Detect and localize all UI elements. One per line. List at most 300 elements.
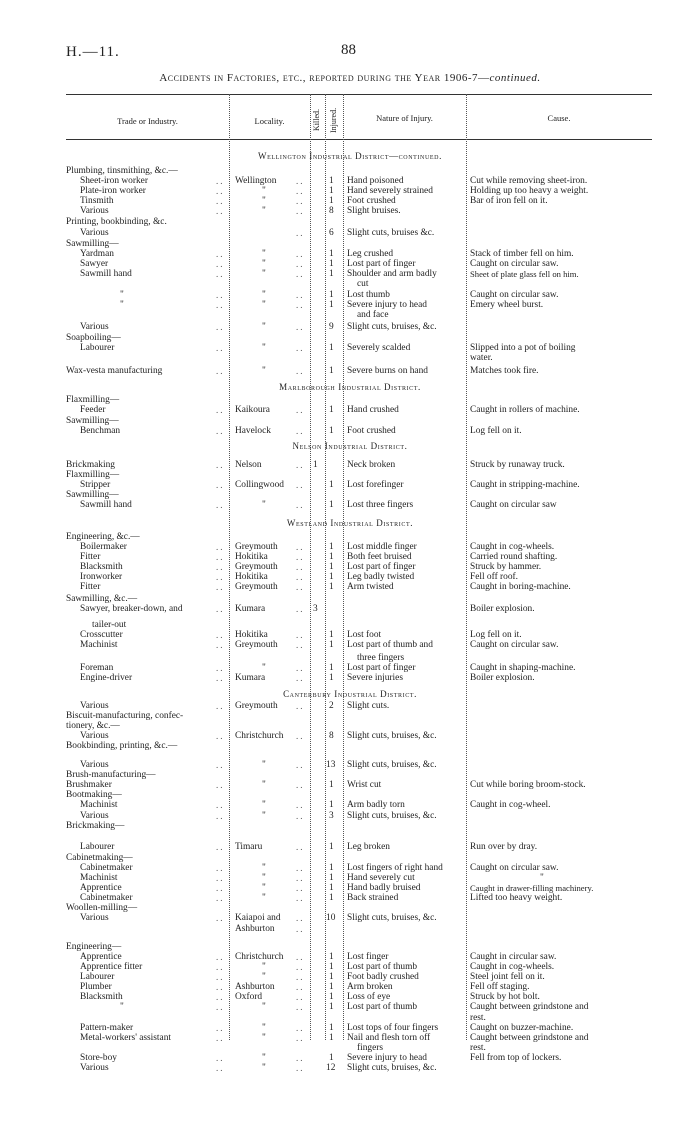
cause-cell: Slipped into a pot of boiling [470, 343, 576, 353]
trade-cell: Stripper [80, 480, 111, 490]
nature-cell: Lost forefinger [347, 480, 404, 490]
locality-cell: " [262, 259, 266, 269]
nature-cell: Lost part of finger [347, 562, 416, 572]
section-heading: Nelson Industrial District. [292, 441, 408, 451]
nature-cell: Leg broken [347, 842, 390, 852]
leader-dots: .. [216, 982, 225, 992]
leader-dots: .. [216, 186, 225, 196]
leader-dots: .. [296, 1053, 305, 1063]
trade-cell: Various [80, 760, 109, 770]
section-heading: Canterbury Industrial District. [283, 689, 417, 699]
leader-dots: .. [216, 460, 225, 470]
trade-cell: Engine-driver [80, 673, 133, 683]
locality-cell: Kaikoura [235, 405, 270, 415]
locality-cell: Greymouth [235, 542, 278, 552]
leader-dots: .. [296, 542, 305, 552]
trade-cell: Labourer [80, 972, 115, 982]
cause-cell: Holding up too heavy a weight. [470, 186, 589, 196]
trade-cell: Brushmaker [66, 780, 112, 790]
leader-dots: .. [296, 630, 305, 640]
nature-cell: Slight cuts. [347, 701, 390, 711]
trade-cell: Various [80, 322, 109, 332]
leader-dots: .. [216, 572, 225, 582]
trade-cell: Printing, bookbinding, &c. [66, 217, 167, 227]
trade-cell: Foreman [80, 663, 114, 673]
leader-dots: .. [296, 186, 305, 196]
injured-cell: 1 [329, 972, 334, 982]
injured-cell: 1 [329, 883, 334, 893]
leader-dots: .. [296, 760, 305, 770]
cause-cell: rest. [470, 1013, 486, 1023]
locality-cell: Kaiapoi and [235, 913, 281, 923]
trade-cell: Fitter [80, 582, 101, 592]
locality-cell: " [262, 962, 266, 972]
trade-cell: " [120, 1002, 124, 1012]
nature-cell: Back strained [347, 893, 399, 903]
cause-cell: Caught between grindstone and [470, 1033, 589, 1043]
leader-dots: .. [216, 811, 225, 821]
nature-cell: Wrist cut [347, 780, 382, 790]
injured-cell: 1 [329, 663, 334, 673]
leader-dots: .. [216, 731, 225, 741]
cause-cell: Caught on circular saw. [470, 863, 559, 873]
trade-cell: Sawmilling— [66, 490, 119, 500]
cause-cell: Matches took fire. [470, 366, 539, 376]
leader-dots: .. [216, 800, 225, 810]
trade-cell: Soapboiling— [66, 333, 121, 343]
leader-dots: .. [216, 640, 225, 650]
leader-dots: .. [296, 842, 305, 852]
leader-dots: .. [216, 1033, 225, 1043]
cause-cell: Caught on circular saw. [470, 640, 559, 650]
trade-cell: Brickmaking [66, 460, 115, 470]
cause-cell: Caught in shaping-machine. [470, 663, 576, 673]
locality-cell: Christchurch [235, 731, 284, 741]
cause-cell: Bar of iron fell on it. [470, 196, 548, 206]
cause-cell: Lifted too heavy weight. [470, 893, 563, 903]
trade-cell: Brickmaking— [66, 821, 125, 831]
cause-cell: Boiler explosion. [470, 673, 535, 683]
cause-cell: Caught in boring-machine. [470, 582, 571, 592]
cause-cell: Caught in cog-wheels. [470, 962, 555, 972]
cause-cell: Caught in cog-wheels. [470, 542, 555, 552]
trade-cell: Labourer [80, 842, 115, 852]
leader-dots: .. [296, 176, 305, 186]
leader-dots: .. [296, 366, 305, 376]
leader-dots: .. [216, 426, 225, 436]
injured-cell: 2 [329, 701, 334, 711]
trade-cell: Apprentice fitter [80, 962, 143, 972]
leader-dots: .. [216, 343, 225, 353]
locality-cell: Nelson [235, 460, 262, 470]
leader-dots: .. [296, 343, 305, 353]
cause-cell: Caught in circular saw. [470, 952, 557, 962]
trade-cell: Various [80, 913, 109, 923]
leader-dots: .. [296, 228, 305, 238]
nature-cell: cut [357, 279, 369, 289]
nature-cell: Hand severely strained [347, 186, 433, 196]
trade-cell: Bookbinding, printing, &c.— [66, 741, 178, 751]
cause-cell: Stack of timber fell on him. [470, 249, 574, 259]
leader-dots: .. [216, 249, 225, 259]
injured-cell: 1 [329, 1002, 334, 1012]
leader-dots: .. [216, 562, 225, 572]
cause-cell: Emery wheel burst. [470, 300, 544, 310]
leader-dots: .. [296, 982, 305, 992]
cause-cell: Log fell on it. [470, 630, 522, 640]
leader-dots: .. [296, 913, 305, 923]
locality-cell: Kumara [235, 673, 266, 683]
leader-dots: .. [216, 542, 225, 552]
cause-cell: Carried round shafting. [470, 552, 558, 562]
injured-cell: 9 [329, 322, 334, 332]
trade-cell: Cabinetmaking— [66, 853, 133, 863]
table-title-main: Accidents in Factories, etc., reported during the Year 1906-7— [159, 72, 490, 84]
injured-cell: 1 [329, 249, 334, 259]
trade-cell: " [120, 300, 124, 310]
nature-cell: Lost finger [347, 952, 389, 962]
trade-cell: Labourer [80, 343, 115, 353]
nature-cell: Lost three fingers [347, 500, 414, 510]
nature-cell: Slight cuts, bruises, &c. [347, 760, 437, 770]
nature-cell: Leg crushed [347, 249, 394, 259]
trade-cell: Engineering— [66, 942, 122, 952]
locality-cell: " [262, 800, 266, 810]
cause-cell: water. [470, 353, 493, 363]
nature-cell: Lost part of thumb [347, 1002, 418, 1012]
trade-cell: Apprentice [80, 952, 122, 962]
leader-dots: .. [216, 196, 225, 206]
nature-cell: Arm broken [347, 982, 393, 992]
leader-dots: .. [216, 873, 225, 883]
trade-cell: tailer-out [92, 620, 127, 630]
leader-dots: .. [296, 249, 305, 259]
leader-dots: .. [216, 863, 225, 873]
cause-cell: Caught in rollers of machine. [470, 405, 580, 415]
locality-cell: " [262, 1033, 266, 1043]
locality-cell: " [262, 972, 266, 982]
nature-cell: Shoulder and arm badly [347, 269, 437, 279]
leader-dots: .. [296, 873, 305, 883]
cause-cell: Fell off roof. [470, 572, 518, 582]
locality-cell: Timaru [235, 842, 263, 852]
injured-cell: 6 [329, 228, 334, 238]
trade-cell: Plumbing, tinsmithing, &c.— [66, 166, 178, 176]
leader-dots: .. [216, 663, 225, 673]
injured-cell: 1 [329, 290, 334, 300]
cause-cell: " [540, 873, 544, 883]
leader-dots: .. [296, 952, 305, 962]
leader-dots: .. [296, 701, 305, 711]
injured-cell: 1 [329, 800, 334, 810]
injured-cell: 1 [329, 426, 334, 436]
trade-cell: Sawmilling— [66, 416, 119, 426]
leader-dots: .. [296, 663, 305, 673]
locality-cell: " [262, 863, 266, 873]
locality-cell: " [262, 1002, 266, 1012]
locality-cell: " [262, 760, 266, 770]
locality-cell: " [262, 366, 266, 376]
trade-cell: Feeder [80, 405, 106, 415]
trade-cell: Cabinetmaker [80, 893, 133, 903]
column-header-cause: Cause. [547, 113, 571, 123]
trade-cell: Apprentice [80, 883, 122, 893]
locality-cell: Collingwood [235, 480, 284, 490]
leader-dots: .. [216, 480, 225, 490]
locality-cell: Greymouth [235, 701, 278, 711]
leader-dots: .. [216, 1053, 225, 1063]
injured-cell: 1 [329, 630, 334, 640]
injured-cell: 1 [329, 552, 334, 562]
locality-cell: Havelock [235, 426, 271, 436]
injured-cell: 1 [329, 405, 334, 415]
cause-cell: Cut while boring broom-stock. [470, 780, 586, 790]
nature-cell: three fingers [357, 653, 405, 663]
leader-dots: .. [296, 300, 305, 310]
cause-cell: Log fell on it. [470, 426, 522, 436]
leader-dots: .. [296, 206, 305, 216]
leader-dots: .. [216, 760, 225, 770]
trade-cell: Flaxmilling— [66, 395, 120, 405]
leader-dots: .. [216, 552, 225, 562]
nature-cell: Severe injuries [347, 673, 403, 683]
trade-cell: Wax-vesta manufacturing [66, 366, 163, 376]
injured-cell: 1 [329, 542, 334, 552]
injured-cell: 1 [329, 842, 334, 852]
cause-cell: Cut while removing sheet-iron. [470, 176, 588, 186]
injured-cell: 1 [329, 259, 334, 269]
leader-dots: .. [296, 962, 305, 972]
leader-dots: .. [216, 176, 225, 186]
leader-dots: .. [216, 893, 225, 903]
nature-cell: Lost tops of four fingers [347, 1023, 439, 1033]
section-heading: Marlborough Industrial District. [279, 382, 421, 392]
cause-cell: Struck by runaway truck. [470, 460, 565, 470]
nature-cell: and face [357, 310, 389, 320]
leader-dots: .. [216, 322, 225, 332]
locality-cell: Hokitika [235, 572, 268, 582]
killed-cell: 3 [313, 604, 318, 614]
trade-cell: Sawyer, breaker-down, and [80, 604, 183, 614]
injured-cell: 1 [329, 300, 334, 310]
cause-cell: Sheet of plate glass fell on him. [470, 269, 579, 279]
cause-cell: Caught in drawer-filling machinery. [470, 883, 594, 893]
leader-dots: .. [296, 269, 305, 279]
locality-cell: " [262, 196, 266, 206]
leader-dots: .. [296, 972, 305, 982]
injured-cell: 1 [329, 863, 334, 873]
injured-cell: 1 [329, 343, 334, 353]
trade-cell: Blacksmith [80, 992, 123, 1002]
leader-dots: .. [296, 863, 305, 873]
locality-cell: " [262, 206, 266, 216]
trade-cell: " [120, 290, 124, 300]
leader-dots: .. [216, 206, 225, 216]
cause-cell: Struck by hammer. [470, 562, 542, 572]
nature-cell: Loss of eye [347, 992, 391, 1002]
injured-cell: 1 [329, 572, 334, 582]
leader-dots: .. [296, 500, 305, 510]
leader-dots: .. [296, 290, 305, 300]
nature-cell: Arm twisted [347, 582, 394, 592]
nature-cell: Slight cuts, bruises &c. [347, 228, 435, 238]
leader-dots: .. [296, 562, 305, 572]
nature-cell: Lost middle finger [347, 542, 417, 552]
injured-cell: 1 [329, 952, 334, 962]
nature-cell: Lost part of thumb and [347, 640, 433, 650]
injured-cell: 13 [326, 760, 336, 770]
leader-dots: .. [296, 893, 305, 903]
trade-cell: Pattern-maker [80, 1023, 134, 1033]
column-header-trade: Trade or Industry. [117, 116, 178, 126]
injured-cell: 1 [329, 982, 334, 992]
leader-dots: .. [296, 800, 305, 810]
leader-dots: .. [296, 259, 305, 269]
trade-cell: Flaxmilling— [66, 470, 120, 480]
injured-cell: 3 [329, 811, 334, 821]
leader-dots: .. [216, 405, 225, 415]
injured-cell: 1 [329, 366, 334, 376]
nature-cell: Slight cuts, bruises, &c. [347, 322, 437, 332]
leader-dots: .. [216, 673, 225, 683]
nature-cell: Leg badly twisted [347, 572, 415, 582]
injured-cell: 1 [329, 480, 334, 490]
injured-cell: 8 [329, 731, 334, 741]
locality-cell: Hokitika [235, 552, 268, 562]
locality-cell: " [262, 290, 266, 300]
locality-cell: " [262, 1053, 266, 1063]
cause-cell: Caught on circular saw [470, 500, 557, 510]
trade-cell: Store-boy [80, 1053, 117, 1063]
nature-cell: Lost part of finger [347, 663, 416, 673]
injured-cell: 1 [329, 500, 334, 510]
section-heading: Wellington Industrial District—continued. [258, 151, 442, 161]
locality-cell: " [262, 300, 266, 310]
trade-cell: Bootmaking— [66, 790, 122, 800]
injured-cell: 12 [326, 1063, 336, 1073]
section-heading: Westland Industrial District. [286, 518, 414, 528]
locality-cell: Hokitika [235, 630, 268, 640]
leader-dots: .. [296, 1002, 305, 1012]
leader-dots: .. [296, 460, 305, 470]
locality-cell: " [262, 269, 266, 279]
locality-cell: Greymouth [235, 582, 278, 592]
trade-cell: Various [80, 811, 109, 821]
cause-cell: Run over by dray. [470, 842, 538, 852]
leader-dots: .. [216, 842, 225, 852]
injured-cell: 1 [329, 1053, 334, 1063]
locality-cell: " [262, 343, 266, 353]
leader-dots: .. [216, 1023, 225, 1033]
locality-cell: " [262, 1023, 266, 1033]
leader-dots: .. [216, 1002, 225, 1012]
cause-cell: Steel joint fell on it. [470, 972, 545, 982]
page-reference: H.—11. [66, 44, 120, 60]
locality-cell: " [262, 249, 266, 259]
nature-cell: Nail and flesh torn off [347, 1033, 431, 1043]
trade-cell: Sawyer [80, 259, 109, 269]
locality-cell: " [262, 893, 266, 903]
locality-cell: " [262, 811, 266, 821]
leader-dots: .. [216, 962, 225, 972]
leader-dots: .. [296, 582, 305, 592]
leader-dots: .. [216, 604, 225, 614]
locality-cell: Christchurch [235, 952, 284, 962]
trade-cell: Machinist [80, 800, 118, 810]
trade-cell: Sawmill hand [80, 269, 132, 279]
leader-dots: .. [296, 572, 305, 582]
trade-cell: Woollen-milling— [66, 903, 138, 913]
nature-cell: Lost thumb [347, 290, 390, 300]
locality-cell: Greymouth [235, 640, 278, 650]
cause-cell: rest. [470, 1043, 486, 1053]
leader-dots: .. [296, 883, 305, 893]
trade-cell: Ironworker [80, 572, 123, 582]
column-header-locality: Locality. [254, 116, 285, 126]
locality-cell: " [262, 780, 266, 790]
injured-cell: 1 [329, 269, 334, 279]
page-number: 88 [341, 42, 356, 58]
nature-cell: Both feet bruised [347, 552, 412, 562]
locality-cell: Wellington [235, 176, 277, 186]
trade-cell: Sawmilling, &c.— [66, 594, 138, 604]
nature-cell: Slight cuts, bruises, &c. [347, 913, 437, 923]
nature-cell: Severely scalded [347, 343, 411, 353]
trade-cell: Tinsmith [80, 196, 114, 206]
leader-dots: .. [296, 811, 305, 821]
nature-cell: Foot badly crushed [347, 972, 419, 982]
leader-dots: .. [296, 405, 305, 415]
injured-cell: 8 [329, 206, 334, 216]
trade-cell: tionery, &c.— [66, 721, 120, 731]
locality-cell: Ashburton [235, 924, 275, 934]
trade-cell: Crosscutter [80, 630, 123, 640]
injured-cell: 1 [329, 640, 334, 650]
leader-dots: .. [216, 500, 225, 510]
injured-cell: 1 [329, 1023, 334, 1033]
injured-cell: 1 [329, 582, 334, 592]
locality-cell: Oxford [235, 992, 263, 1002]
nature-cell: Lost foot [347, 630, 382, 640]
column-header-nature: Nature of Injury. [376, 113, 433, 123]
locality-cell: Kumara [235, 604, 266, 614]
trade-cell: Blacksmith [80, 562, 123, 572]
locality-cell: " [262, 500, 266, 510]
leader-dots: .. [296, 552, 305, 562]
column-header-killed: Killed. [312, 109, 321, 131]
injured-cell: 1 [329, 176, 334, 186]
leader-dots: .. [296, 780, 305, 790]
trade-cell: Cabinetmaker [80, 863, 133, 873]
leader-dots: .. [296, 1063, 305, 1073]
leader-dots: .. [296, 992, 305, 1002]
leader-dots: .. [296, 924, 305, 934]
leader-dots: .. [296, 731, 305, 741]
trade-cell: Various [80, 1063, 109, 1073]
injured-cell: 1 [329, 673, 334, 683]
trade-cell: Sheet-iron worker [80, 176, 148, 186]
injured-cell: 10 [326, 913, 336, 923]
injured-cell: 1 [329, 780, 334, 790]
cause-cell: Caught in cog-wheel. [470, 800, 551, 810]
locality-cell: Ashburton [235, 982, 275, 992]
leader-dots: .. [296, 426, 305, 436]
nature-cell: Slight cuts, bruises, &c. [347, 1063, 437, 1073]
nature-cell: Lost part of thumb [347, 962, 418, 972]
nature-cell: Hand poisoned [347, 176, 404, 186]
leader-dots: .. [216, 582, 225, 592]
leader-dots: .. [216, 992, 225, 1002]
